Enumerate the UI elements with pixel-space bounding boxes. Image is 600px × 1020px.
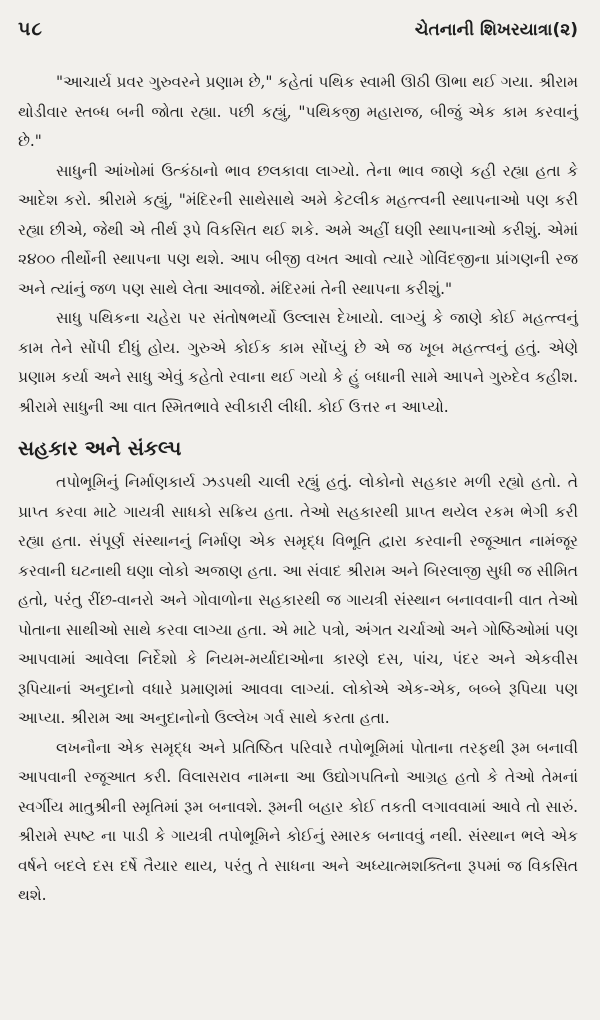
page-number: ૫૮: [18, 18, 43, 40]
page-body: [18, 68, 578, 911]
paragraph: "આચાર્ય પ્રવર ગુરુવરને પ્રણામ છે," કહેતાં પથિક સ્વામી ઊઠી ઊભા થઈ ગયા. શ્રીરામ થોડીવાર સ્તબ્ધ બની જોતા રહ્યા. પછી કહ્યું, "પથિકજી મહારાજ, બીજું એક કામ કરવાનું છે.": [18, 73, 578, 150]
running-title: ચેતનાની શિખરયાત્રા(૨): [414, 20, 578, 40]
paragraph: તપોભૂમિનું નિર્માણકાર્ય ઝડપથી ચાલી રહ્યું હતું. લોકોનો સહકાર મળી રહ્યો હતો. તે પ્રાપ્ત કરવા માટે ગાયત્રી સાધકો સક્રિય હતા. તેઓ સહકારથી પ્રાપ્ત થયેલ રકમ ભેગી કરી રહ્યા હતા. સંપૂર્ણ સંસ્થાનનું નિર્માણ એક સમૃદ્ધ વિભૂતિ દ્વારા કરવાની રજૂઆત નામંજૂર કરવાની ઘટનાથી ઘણા લોકો અજાણ હતા. આ સંવાદ શ્રીરામ અને બિરલાજી સુધી જ સીમિત હતો, પરંતુ રીંછ-વાનરો અને ગોવાળોના સહકારથી જ ગાયત્રી સંસ્થાન બનાવવાની વાત તેઓ પોતાના સાથીઓ સાથે કરવા લાગ્યા હતા. એ માટે પત્રો, અંગત ચર્ચાઓ અને ગોષ્ઠિઓમાં પણ આપવામાં આવેલા નિર્દેશો કે નિયમ-મર્યાદાઓના કારણે દસ, પાંચ, પંદર અને એકવીસ રૂપિયાનાં અનુદાનો વધારે પ્રમાણમાં આવવા લાગ્યાં. લોકોએ એક-એક, બબ્બે રૂપિયા પણ આપ્યા. શ્રીરામ આ અનુદાનોનો ઉલ્લેખ ગર્વ સાથે કરતા હતા.: [18, 473, 579, 727]
page-header: [18, 18, 578, 46]
paragraph: લખનૌના એક સમૃદ્ધ અને પ્રતિષ્ઠિત પરિવારે તપોભૂમિમાં પોતાના તરફથી રૂમ બનાવી આપવાની રજૂઆત કરી. વિલાસરાવ નામના આ ઉદ્યોગપતિનો આગ્રહ હતો કે તેઓ તેમનાં સ્વર્ગીય માતુશ્રીની સ્મૃતિમાં રૂમ બનાવશે. રૂમની બહાર કોઈ તકતી લગાવવામાં આવે તો સારું. શ્રીરામે સ્પષ્ટ ના પાડી કે ગાયત્રી તપોભૂમિને કોઈનું સ્મારક બનાવવું નથી. સંસ્થાન ભલે એક વર્ષને બદલે દસ દર્ષે તૈયાર થાય, પરંતુ તે સાધના અને અધ્યાત્મશક્તિના રૂપમાં જ વિકસિત થશે.: [18, 738, 578, 904]
paragraph: સાધુની આંખોમાં ઉત્કંઠાનો ભાવ છલકાવા લાગ્યો. તેના ભાવ જાણે કહી રહ્યા હતા કે આદેશ કરો. શ્રીરામે કહ્યું, "મંદિરની સાથેસાથે અમે કેટલીક મહત્ત્વની સ્થાપનાઓ પણ કરી રહ્યા છીએ, જેથી એ તીર્થ રૂપે વિકસિત થઈ શકે. અમે અહીં ઘણી સ્થાપનાઓ કરીશું. એમાં ૨૪૦૦ તીર્થોની સ્થાપના પણ થશે. આપ બીજી વખત આવો ત્યારે ગોવિંદજીના પ્રાંગણની રજ અને ત્યાંનું જળ પણ સાથે લેતા આવજો. મંદિરમાં તેની સ્થાપના કરીશું.": [18, 161, 578, 298]
paragraph: સાધુ પથિકના ચહેરા પર સંતોષભર્યો ઉલ્લાસ દેખાયો. લાગ્યું કે જાણે કોઈ મહત્ત્વનું કામ તેને સોંપી દીધું હોય. ગુરુએ કોઈક કામ સોંપ્યું છે એ જ ખૂબ મહત્ત્વનું હતું. એણે પ્રણામ કર્યા અને સાધુ એવું કહેતો રવાના થઈ ગયો કે હું બધાની સામે આપને ગુરુદેવ કહીશ. શ્રીરામે સાધુની આ વાત સ્મિતભાવે સ્વીકારી લીધી. કોઈ ઉત્તર ન આપ્યો.: [18, 309, 578, 416]
section-heading: સહકાર અને સંકલ્પ: [18, 436, 182, 460]
